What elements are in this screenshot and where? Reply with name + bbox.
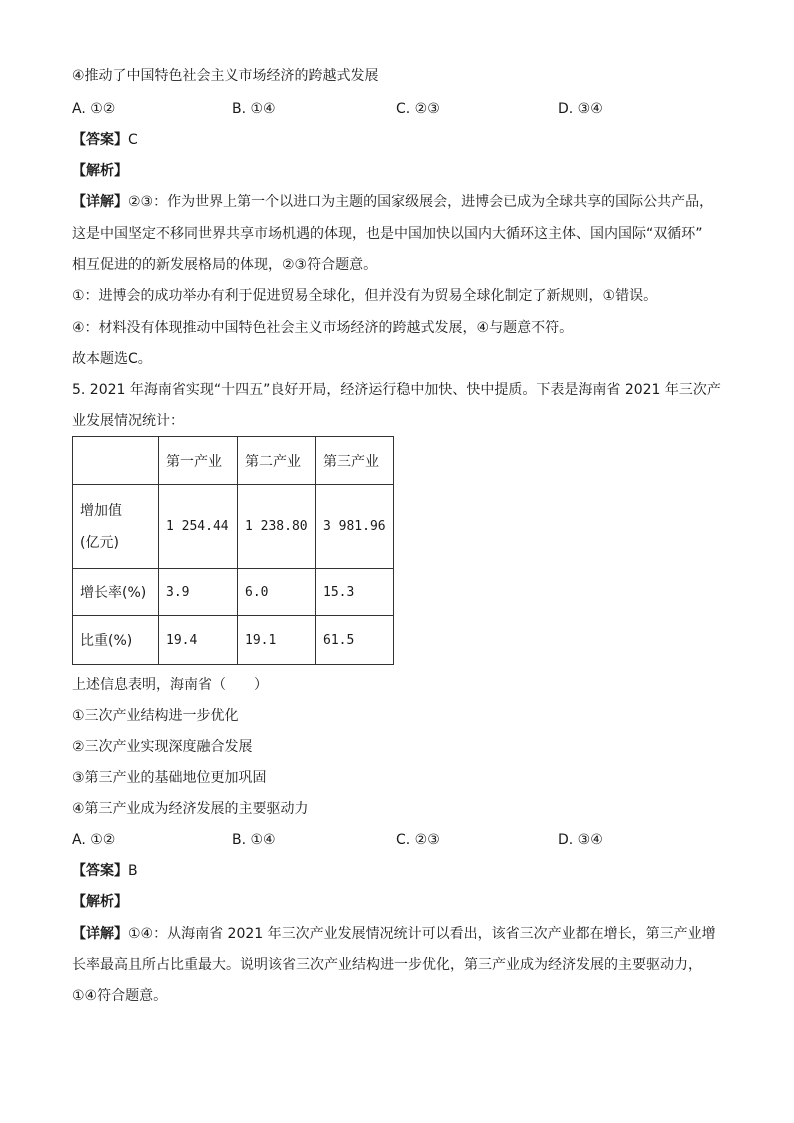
table-row	[73, 485, 394, 569]
answer-tag: 【答案】	[72, 132, 128, 148]
q5-detail-line-2: 长率最高且所占比重最大。说明该省三次产业结构进一步优化，第三产业成为经济发展的主要驱动力，	[72, 957, 702, 973]
table-header-cell: 第二产业	[238, 437, 316, 485]
q4-item-4: ④推动了中国特色社会主义市场经济的跨越式发展	[72, 68, 379, 84]
q4-detail-line-1	[72, 192, 713, 212]
answer-value: B	[128, 863, 138, 879]
row-label-line-1: 增加值	[80, 502, 122, 519]
q4-option-c: C. ②③	[396, 101, 440, 117]
q4-conclusion: 故本题选C。	[72, 351, 152, 367]
answer-value: C	[128, 132, 138, 148]
table-row-label: 增长率(%)	[73, 569, 159, 616]
q5-option-d: D. ③④	[558, 832, 603, 848]
answer-tag: 【答案】	[72, 863, 128, 879]
industry-stats-table	[72, 436, 394, 665]
table-cell: 3 981.96	[316, 485, 394, 569]
q5-item-3: ③第三产业的基础地位更加巩固	[72, 770, 267, 786]
table-header-cell: 第一产业	[159, 437, 238, 485]
q4-detail-line-5: ④：材料没有体现推动中国特色社会主义市场经济的跨越式发展，④与题意不符。	[72, 320, 574, 336]
q5-option-a: A. ①②	[72, 832, 116, 848]
q5-analysis-tag: 【解析】	[72, 894, 128, 910]
q5-option-c: C. ②③	[396, 832, 440, 848]
table-row-label: 比重(%)	[73, 616, 159, 665]
table-cell: 19.1	[238, 616, 316, 665]
table-header-cell: 第三产业	[316, 437, 394, 485]
q5-question: 上述信息表明，海南省（ ）	[72, 677, 268, 693]
q4-option-b: B. ①④	[232, 101, 276, 117]
table-row-label	[73, 485, 159, 569]
table-cell: 61.5	[316, 616, 394, 665]
table-cell: 6.0	[238, 569, 316, 616]
q4-analysis-tag: 【解析】	[72, 163, 128, 179]
q5-stem-line-1: 5. 2021 年海南省实现“十四五”良好开局，经济运行稳中加快、快中提质。下表是海南省 2021 年三次产	[72, 382, 721, 398]
q5-option-b: B. ①④	[232, 832, 276, 848]
table-header-row	[73, 437, 394, 485]
table-cell: 19.4	[159, 616, 238, 665]
detail-text: ②③：作为世界上第一个以进口为主题的国家级展会，进博会已成为全球共享的国际公共产品，	[128, 194, 714, 210]
q5-stem-line-2: 业发展情况统计：	[72, 413, 184, 429]
q4-detail-line-4: ①：进博会的成功举办有利于促进贸易全球化，但并没有为贸易全球化制定了新规则，①错误。	[72, 288, 658, 304]
q5-detail-line-1	[72, 924, 716, 944]
detail-tag: 【详解】	[72, 194, 128, 210]
detail-tag: 【详解】	[72, 926, 128, 942]
detail-text: ①④：从海南省 2021 年三次产业发展情况统计可以看出，该省三次产业都在增长，第三产业增	[128, 926, 716, 942]
table-header-cell	[73, 437, 159, 485]
row-label-line-2: (亿元)	[80, 534, 119, 551]
q5-item-4: ④第三产业成为经济发展的主要驱动力	[72, 801, 309, 817]
q4-answer	[72, 130, 138, 150]
q4-option-d: D. ③④	[558, 101, 603, 117]
table-cell: 3.9	[159, 569, 238, 616]
table-cell: 1 238.80	[238, 485, 316, 569]
q4-detail-line-3: 相互促进的的新发展格局的体现，②③符合题意。	[72, 257, 378, 273]
table-row	[73, 569, 394, 616]
q5-detail-line-3: ①④符合题意。	[72, 988, 168, 1004]
q4-option-a: A. ①②	[72, 101, 116, 117]
q5-answer	[72, 861, 138, 881]
table-row	[73, 616, 394, 665]
q5-item-1: ①三次产业结构进一步优化	[72, 708, 239, 724]
q4-detail-line-2: 这是中国坚定不移同世界共享市场机遇的体现，也是中国加快以国内大循环这主体、国内国际“双循环”	[72, 226, 703, 242]
table-cell: 15.3	[316, 569, 394, 616]
table-cell: 1 254.44	[159, 485, 238, 569]
q5-item-2: ②三次产业实现深度融合发展	[72, 739, 253, 755]
